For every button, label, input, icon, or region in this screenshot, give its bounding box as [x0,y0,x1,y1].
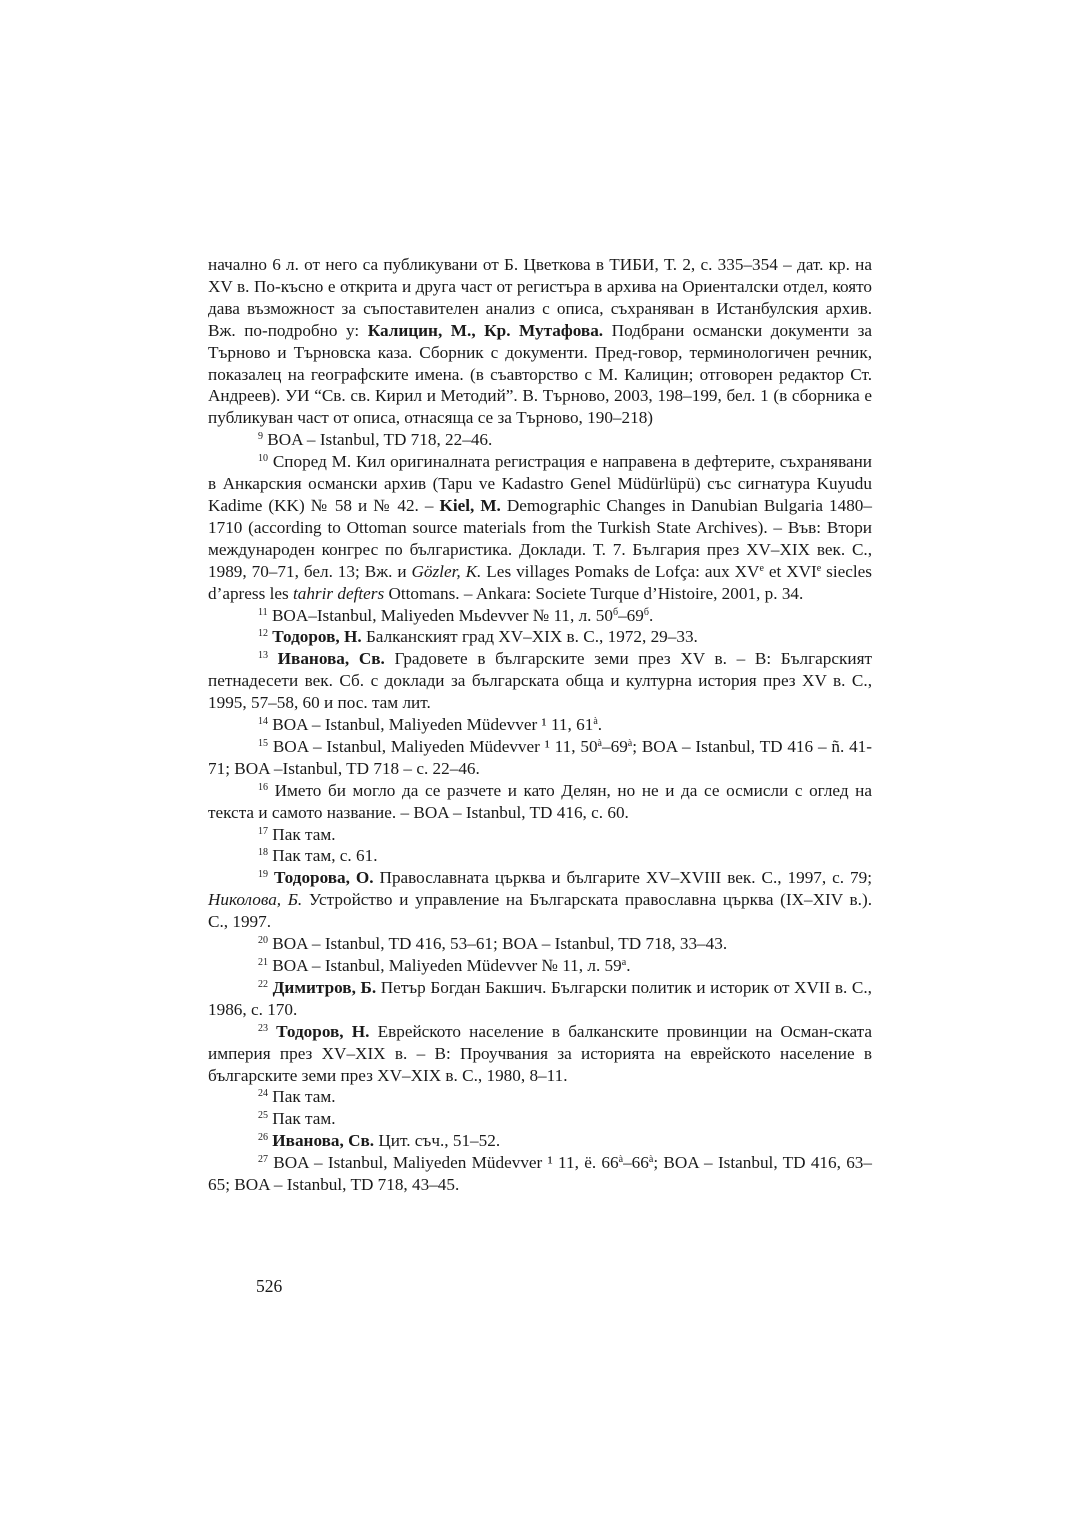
footnote-27 [208,1152,872,1196]
author-name: Николова, Б. [208,890,303,910]
footnote-24 [208,1086,872,1108]
superscript: б [643,606,649,618]
superscript: e [759,562,764,574]
text: . [626,956,631,975]
footnote-11 [208,605,872,627]
text: Петър Богдан Бакшич. Български политик и историк от XVII в. С., 1986, с. 170. [208,977,872,1019]
text: Пак там. [268,824,336,844]
text: Според М. Кил оригиналната регистрация е направена в дефтерите, съхранявани в Анкарския османски архив (Tapu ve Kadastro Genel Müdürlüpü) със сигнатура Kuyudu Kadime (KK) № 58 и № 42. – [208,452,872,515]
text: BOA – Istanbul, Maliyeden Müdevver ¹ 11, ё. 66 [268,1153,619,1173]
footnote-number: 18 [258,847,268,859]
footnote-number: 9 [258,431,263,443]
footnote-19 [208,867,872,933]
text: Пак там. [268,1109,336,1129]
author-name: Калицин, М., Кр. Мутафова. [367,320,604,340]
superscript: à [618,1154,624,1166]
footnote-10 [208,451,872,604]
superscript: e [816,562,822,574]
footnote-12 [208,626,872,648]
footnote-25 [208,1108,872,1130]
superscript: à [648,1154,654,1166]
author-name: Тодорова, О. [273,868,374,888]
text: BOA – Istanbul, Maliyeden Müdevver № 11, л. 59 [268,956,622,975]
text: Устройство и управление на Българската православна църква (IX–XIV в.). С., 1997. [208,890,872,932]
text: Les villages Pomaks de Lofça: aux XV [481,561,760,581]
text: Demographic Changes in Danubian Bulgaria 1480–1710 (according to Ottoman source materials from the Turkish State Archives). – Във: Втори международен конгрес по българистика. Доклади. Т. 7. България през XV–XIX век. С., 1989, 70–71, бел. 13; Вж. и [208,495,872,581]
footnote-18 [208,845,872,867]
author-name: Иванова, Св. [268,1131,375,1151]
superscript: à [627,737,633,749]
footnote-21 [208,955,872,977]
footnote-22 [208,977,872,1021]
footnote-number: 23 [258,1022,268,1034]
text: siecles d’apress les [208,561,872,603]
author-name: Иванова, Св. [277,649,385,669]
text: ; BOA – Istanbul, TD 416 – ñ. 41-71; BOA –Istanbul, TD 718 – с. 22–46. [208,736,872,778]
footnote-number: 16 [258,781,268,793]
footnote-number: 21 [258,957,268,968]
author-name: Тодоров, Н. [268,1021,370,1041]
author-name: Gözler, K. [411,561,482,581]
footnote-number: 11 [258,606,268,618]
text: Цит. съч., 51–52. [374,1131,501,1151]
text: –66 [623,1153,649,1173]
intro-paragraph [208,254,872,429]
footnote-number: 13 [258,650,268,662]
text: ; BOA – Istanbul, TD 416, 63–65; BOA – Istanbul, TD 718, 43–45. [208,1153,872,1195]
footnote-number: 19 [258,869,268,881]
footnote-26 [208,1130,872,1152]
footnote-number: 24 [258,1088,268,1100]
footnote-20 [208,933,872,955]
author-name: Kiel, M. [439,495,501,515]
footnote-number: 15 [258,737,268,749]
footnote-number: 22 [258,978,268,990]
footnote-23 [208,1021,872,1087]
footnote-15 [208,736,872,780]
superscript: à [597,737,602,749]
title-italic: tahrir defters [292,583,385,603]
text: Балканският град XV–XIX в. С., 1972, 29–33. [361,627,698,647]
text: Името би могло да се разчете и като Делян, но не и да се осмисли с оглед на текста и самото название. – BOA – Istanbul, TD 416, с. 60. [208,780,872,822]
footnote-13 [208,648,872,714]
text: Ottomans. – Ankara: Societe Turque d’Histoire, 2001, p. 34. [384,583,804,603]
author-name: Димитров, Б. [268,977,377,997]
footnote-16 [208,780,872,824]
author-name: Тодоров, Н. [272,627,362,647]
text: –69 [618,605,644,625]
footnote-number: 12 [258,628,268,640]
superscript: а [621,957,627,968]
text: BOA – Istanbul, Maliyeden Müdevver ¹ 11, 50 [268,736,598,756]
text: Пак там. [268,1087,336,1107]
superscript: б [612,606,619,618]
footnote-number: 20 [258,935,268,947]
text: Православната църква и българите XV–XVIII век. С., 1997, с. 79; [373,868,873,888]
text: Градовете в българските земи през XV в. – В: Българският петнадесети век. Сб. с доклади за българската обща и културна история през XV в. С., 1995, 57–58, 60 и пос. там лит. [208,649,872,713]
footnote-number: 26 [258,1132,268,1144]
superscript: à [593,716,598,728]
footnote-17 [208,824,872,846]
text: Пак там, с. 61. [268,846,378,866]
text: BOA – Istanbul, Maliyeden Müdevver ¹ 11, 61 [268,715,594,735]
text: Еврейското население в балканските провинции на Осман-ската империя през XV–XIX в. – В: Проучвания за историята на еврейското население в българските земи през XV–XIX в. С., 1980, 8–11. [208,1021,873,1085]
text: начално 6 л. от него са публикувани от Б. Цветкова в ТИБИ, Т. 2, с. 335–354 – дат. кр. на XV в. По-късно е открита и друга част от регистъра в архива на Ориенталски отдел, която дава възможност за съпоставителен анализ с описа, съхраняван в Истанбулския архив. Вж. по-подробно у: [208,255,872,340]
text: . [597,715,603,735]
footnote-14 [208,714,872,736]
text: . [648,605,654,625]
footnote-9 [208,429,872,451]
text: BOA – Istanbul, TD 718, 22–46. [267,430,493,450]
text: Подбрани османски документи за Търново и Търновска каза. Сборник с документи. Пред-говор, терминологичен речник, показалец на географските имена. (в съавторство с М. Калицин; отговорен редактор Ст. Андреев). УИ “Св. св. Кирил и Методий”. В. Търново, 2003, 198–199, бел. 1 (в сборника е публикуван част от описа, отнасяща се за Търново, 190–218) [208,320,872,428]
page-number: 526 [256,1276,283,1296]
page-body [208,254,872,1196]
text: BOA–Istanbul, Maliyeden Мьdevver № 11, л. 50 [267,605,613,625]
footnote-number: 10 [258,453,268,465]
text: et XVI [763,561,817,581]
footnote-number: 14 [258,716,268,728]
footnote-number: 27 [258,1154,268,1166]
text: –69 [602,736,628,756]
footnote-number: 25 [258,1110,268,1122]
text: BOA – Istanbul, TD 416, 53–61; BOA – Istanbul, TD 718, 33–43. [268,934,728,954]
footnote-number: 17 [258,825,268,837]
